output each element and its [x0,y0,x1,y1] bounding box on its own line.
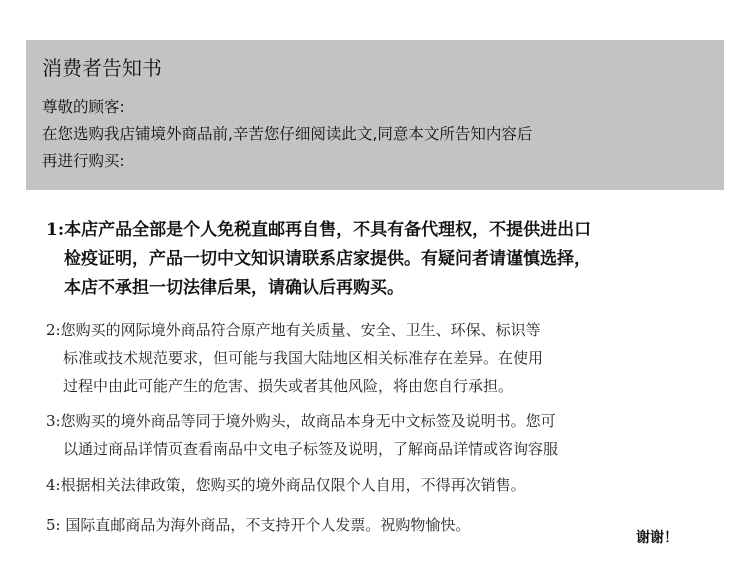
notice-item-1-line-3: 本店不承担一切法律后果，请确认后再购买。 [64,278,404,298]
intro-line-1: 在您选购我店铺境外商品前,辛苦您仔细阅读此文,同意本文所告知内容后 [42,125,533,143]
notice-item-3-line-1: 3:您购买的境外商品等同于境外购头，故商品本身无中文标签及说明书。您可 [46,412,556,430]
notice-item-2-line-3: 过程中由此可能产生的危害、损失或者其他风险，将由您自行承担。 [63,377,514,395]
notice-item-1-line-1: 1:本店产品全部是个人免税直邮再自售，不具有备代理权，不提供进出口 [46,220,592,240]
notice-item-1 [46,216,591,303]
notice-title: 消费者告知书 [42,56,162,80]
notice-item-3-line-2: 以通过商品详情页查看南品中文电子标签及说明，了解商品详情或咨询容服 [63,440,559,458]
notice-item-2-line-1: 2:您购买的网际境外商品符合原产地有关质量、安全、卫生、环保、标识等 [46,321,541,339]
greeting-text: 尊敬的顾客: [42,98,125,116]
intro-line-2: 再进行购买: [42,152,125,170]
notice-item-4 [46,471,526,499]
notice-item-3 [46,407,558,463]
notice-item-1-line-2: 检疫证明，产品一切中文知识请联系店家提供。有疑问者请谨慎选择， [64,249,591,269]
notice-item-2 [46,316,543,400]
notice-item-5 [46,511,470,539]
notice-header-panel [26,40,724,190]
notice-item-2-line-2: 标准或技术规范要求，但可能与我国大陆地区相关标准存在差异。在使用 [63,349,544,367]
notice-item-4-line-1: 4:根据相关法律政策，您购买的境外商品仅限个人自用，不得再次销售。 [46,476,526,494]
notice-item-5-line-1: 5: 国际直邮商品为海外商品，不支持开个人发票。祝购物愉快。 [46,516,471,534]
thanks-text: 谢谢！ [636,530,678,546]
